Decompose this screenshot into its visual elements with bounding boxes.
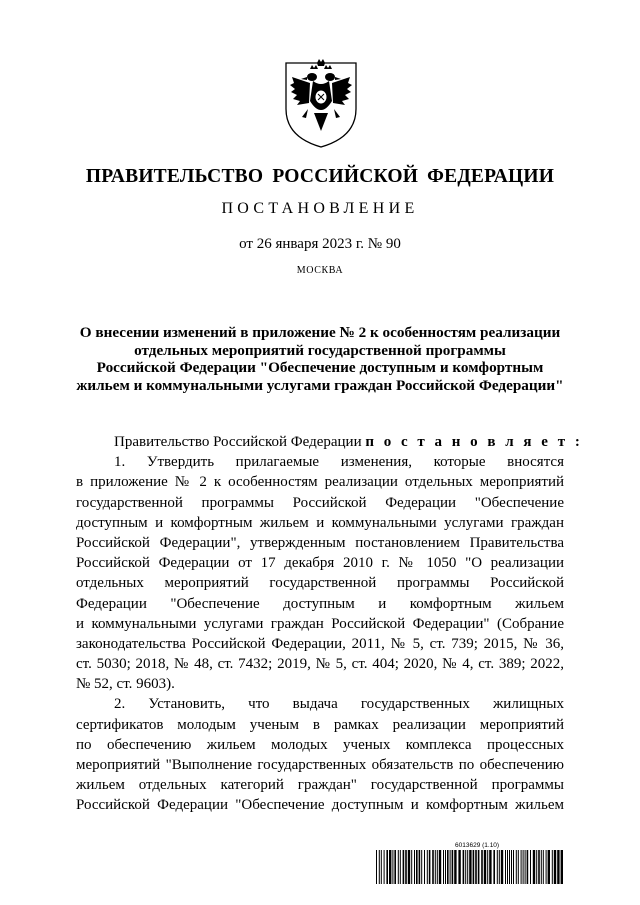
body-line: жильем отдельных категорий граждан" государственной программы (76, 777, 564, 794)
body-line: сертификатов молодым ученым в рамках реализации мероприятий (76, 716, 564, 733)
body-line: доступным и комфортным жильем и коммунальными услугами граждан (76, 514, 564, 531)
preamble-text: Правительство Российской Федерации (114, 434, 366, 450)
barcode-caption: 6013629 (1.10) (455, 842, 500, 849)
body-line: по обеспечению жильем молодых ученых комплекса процессных (76, 736, 564, 753)
title-line: О внесении изменений в приложение № 2 к особенностям реализации (79, 324, 561, 341)
body-line: № 52, ст. 9603). (76, 676, 175, 693)
coat-of-arms-emblem (280, 57, 362, 149)
preamble-line (76, 432, 583, 452)
title-line: Российской Федерации "Обеспечение доступным и комфортным (96, 359, 544, 376)
document-type: ПОСТАНОВЛЕНИЕ (221, 200, 419, 217)
body-line: в приложение № 2 к особенностям реализации отдельных мероприятий (76, 474, 564, 491)
body-line: мероприятий "Выполнение государственных обязательств по обеспечению (76, 757, 564, 773)
body-line: 2. Установить, что выдача государственных жилищных (114, 696, 564, 713)
body-line: Российской Федерации от 17 декабря 2010 г. № 1050 "О реализации (76, 555, 564, 572)
document-date-number: от 26 января 2023 г. № 90 (239, 236, 401, 252)
barcode (376, 850, 564, 884)
document-title (60, 324, 580, 394)
body-line: Российской Федерации", утвержденным постановлением Правительства (76, 534, 564, 551)
body-line: Российской Федерации "Обеспечение доступным и комфортным жильем (76, 797, 564, 814)
organization-name: ПРАВИТЕЛЬСТВО РОССИЙСКОЙ ФЕДЕРАЦИИ (85, 166, 555, 187)
body-line: Федерации "Обеспечение доступным и комфортным жильем (76, 595, 564, 612)
body-line: отдельных мероприятий государственной программы Российской (76, 575, 564, 592)
document-city: МОСКВА (296, 265, 344, 276)
body-line: государственной программы Российской Федерации "Обеспечение (76, 494, 564, 511)
title-line: жильем и коммунальными услугами граждан Российской Федерации" (76, 376, 564, 394)
document-body (76, 432, 583, 816)
body-line: ст. 5030; 2018, № 48, ст. 7432; 2019, № 5, ст. 404; 2020, № 4, ст. 389; 2022, (76, 656, 564, 673)
body-line: и коммунальными услугами граждан Российской Федерации" (Собрание (76, 615, 564, 632)
body-line: 1. Утвердить прилагаемые изменения, которые вносятся (114, 454, 564, 471)
body-line: законодательства Российской Федерации, 2011, № 5, ст. 739; 2015, № 36, (76, 635, 564, 652)
preamble-keyword: п о с т а н о в л я е т : (365, 434, 583, 450)
title-line: отдельных мероприятий государственной программы (134, 341, 506, 359)
